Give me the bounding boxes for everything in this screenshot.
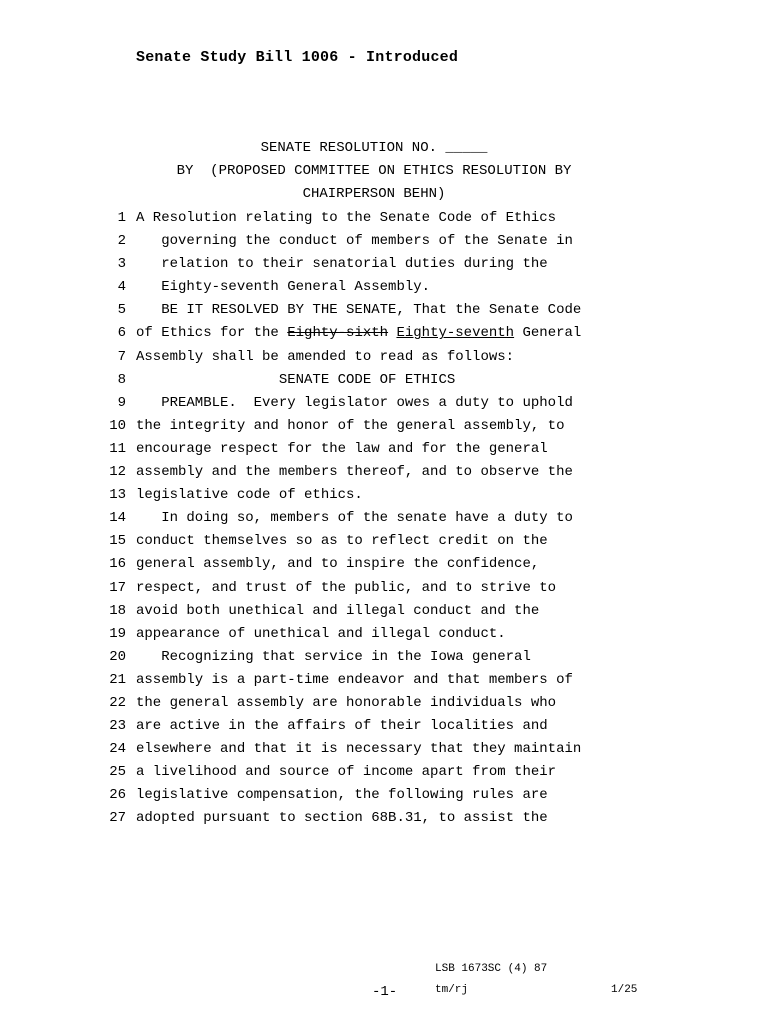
bill-line (0, 715, 770, 738)
line-text: the integrity and honor of the general assembly, to (136, 417, 565, 434)
line-text: elsewhere and that it is necessary that they maintain (136, 741, 582, 758)
line-text: a livelihood and source of income apart from their (136, 764, 557, 781)
line-number: 27 (109, 810, 126, 827)
bill-line (0, 207, 770, 230)
bill-line (0, 784, 770, 807)
line-text (136, 322, 581, 345)
line-text: conduct themselves so as to reflect credit on the (136, 533, 548, 550)
bill-line (0, 322, 770, 345)
line-number: 15 (109, 533, 126, 550)
line-number: 25 (109, 764, 126, 781)
bill-line (0, 692, 770, 715)
bill-line (0, 253, 770, 276)
page-title: Senate Study Bill 1006 - Introduced (136, 49, 459, 66)
bill-line (0, 230, 770, 253)
line-number: 7 (117, 348, 126, 365)
bill-line (0, 392, 770, 415)
resolution-heading: SENATE RESOLUTION NO. _____ (260, 140, 488, 156)
line-segment: General (514, 325, 582, 342)
bill-line (0, 276, 770, 299)
line-text: legislative compensation, the following rules are (136, 787, 548, 804)
bill-line (0, 369, 770, 392)
line-text: SENATE CODE OF ETHICS (136, 371, 456, 388)
line-text: respect, and trust of the public, and to strive to (136, 579, 557, 596)
bill-line (0, 646, 770, 669)
line-number: 20 (109, 648, 126, 665)
page-fraction: 1/25 (611, 984, 638, 996)
bill-line (0, 507, 770, 530)
line-number: 5 (117, 302, 126, 319)
line-number: 14 (109, 510, 126, 527)
line-number: 1 (117, 210, 126, 226)
line-number: 10 (109, 417, 126, 434)
line-number: 23 (109, 718, 126, 735)
line-text: are active in the affairs of their localities and (136, 718, 548, 735)
line-number: 8 (117, 371, 126, 388)
line-text: appearance of unethical and illegal conduct. (136, 625, 506, 642)
bill-line (0, 553, 770, 576)
line-number: 11 (109, 440, 126, 457)
line-text: BE IT RESOLVED BY THE SENATE, That the Senate Code (136, 302, 582, 319)
line-number: 26 (109, 787, 126, 804)
line-number: 13 (109, 487, 126, 504)
line-text: assembly and the members thereof, and to observe the (136, 464, 573, 481)
bill-line (0, 299, 770, 322)
line-text: governing the conduct of members of the Senate in (136, 233, 573, 250)
bill-line (0, 415, 770, 438)
line-text: assembly is a part-time endeavor and that members of (136, 671, 573, 688)
resolution-by-line-2: CHAIRPERSON BEHN) (302, 186, 446, 202)
line-number: 3 (117, 256, 126, 273)
struck-text: Eighty-sixth (287, 325, 389, 342)
line-number: 2 (117, 233, 126, 250)
page-number: -1- (372, 984, 398, 1000)
line-number: 9 (117, 394, 126, 411)
line-text: the general assembly are honorable individuals who (136, 694, 557, 711)
line-segment: of Ethics for the (136, 325, 288, 342)
bill-line (0, 600, 770, 623)
bill-line (0, 484, 770, 507)
line-number: 6 (117, 325, 126, 342)
line-text: encourage respect for the law and for the general (136, 440, 548, 457)
line-text: A Resolution relating to the Senate Code of Ethics (136, 210, 557, 226)
bill-line (0, 669, 770, 692)
line-text: Eighty-seventh General Assembly. (136, 279, 431, 296)
line-text: legislative code of ethics. (136, 487, 363, 504)
line-number: 22 (109, 694, 126, 711)
line-text: PREAMBLE. Every legislator owes a duty to uphold (136, 394, 573, 411)
line-number: 24 (109, 741, 126, 758)
line-text: In doing so, members of the senate have a duty to (136, 510, 573, 527)
line-number: 4 (117, 279, 126, 296)
bill-line (0, 807, 770, 830)
bill-line (0, 530, 770, 553)
bill-line (0, 438, 770, 461)
line-text: avoid both unethical and illegal conduct and the (136, 602, 540, 619)
line-number: 19 (109, 625, 126, 642)
resolution-by-line: BY (PROPOSED COMMITTEE ON ETHICS RESOLUTION BY (176, 163, 572, 179)
bill-text (0, 207, 770, 831)
line-number: 17 (109, 579, 126, 596)
line-text: general assembly, and to inspire the confidence, (136, 556, 540, 573)
line-text: Recognizing that service in the Iowa general (136, 648, 531, 665)
line-number: 12 (109, 464, 126, 481)
bill-line (0, 577, 770, 600)
line-text: Assembly shall be amended to read as follows: (136, 348, 515, 365)
lsb-code: LSB 1673SC (4) 87 (435, 963, 548, 975)
line-number: 18 (109, 602, 126, 619)
drafter-initials: tm/rj (435, 984, 469, 996)
bill-line (0, 761, 770, 784)
line-text: relation to their senatorial duties during the (136, 256, 548, 273)
line-number: 16 (109, 556, 126, 573)
bill-line (0, 738, 770, 761)
line-text: adopted pursuant to section 68B.31, to assist the (136, 810, 548, 827)
inserted-text: Eighty-seventh (396, 325, 515, 342)
bill-line (0, 623, 770, 646)
bill-line (0, 346, 770, 369)
line-number: 21 (109, 671, 126, 688)
bill-line (0, 461, 770, 484)
